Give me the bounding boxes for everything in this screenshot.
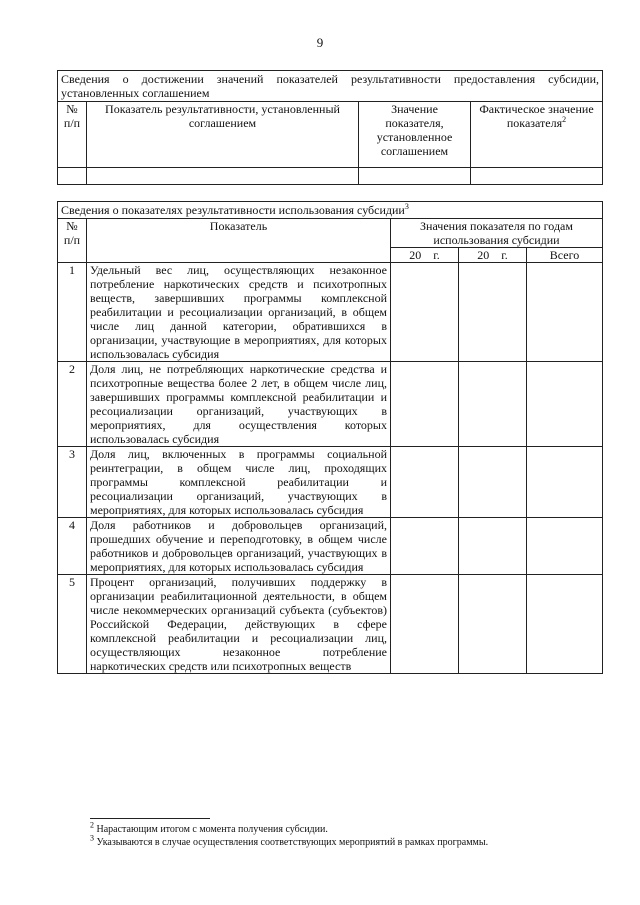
row-value xyxy=(391,447,459,518)
header-agreed-value: Значение показателя, установленное соглашением xyxy=(359,102,471,168)
page-number: 9 xyxy=(316,35,324,50)
achievement-table-caption: Сведения о достижении значений показателей результативности предоставления субсидии, установленных соглашением xyxy=(58,71,603,102)
row-number: 5 xyxy=(58,575,87,674)
row-value xyxy=(527,263,603,362)
footnote-ref-2: 2 xyxy=(562,115,567,124)
performance-table xyxy=(57,201,603,674)
row-number: 1 xyxy=(58,263,87,362)
header-total: Всего xyxy=(527,248,603,263)
table-row xyxy=(58,362,603,447)
footnote-ref-3: 3 xyxy=(404,202,409,211)
header-year-1: 20 г. xyxy=(391,248,459,263)
empty-cell xyxy=(471,168,603,185)
table-row xyxy=(58,447,603,518)
row-indicator: Доля лиц, не потребляющих наркотические средства и психотропные вещества более 2 лет, в общем числе лиц, завершивших программы комплексной реабилитации и ресоциализации организаций, участвующих в мероприятиях, для осуществления которых использовалась субсидия xyxy=(87,362,391,447)
header-number: № п/п xyxy=(58,219,87,263)
performance-table-caption: Сведения о показателях результативности использования субсидии$^3$ xyxy=(58,202,603,219)
row-number: 4 xyxy=(58,518,87,575)
header-actual-value: Фактическое значение показателя$^2$ xyxy=(471,102,603,168)
row-number: 2 xyxy=(58,362,87,447)
row-value xyxy=(391,362,459,447)
row-value xyxy=(391,575,459,674)
row-number: 3 xyxy=(58,447,87,518)
row-value xyxy=(459,575,527,674)
row-value xyxy=(459,263,527,362)
header-indicator: Показатель xyxy=(87,219,391,263)
row-value xyxy=(459,362,527,447)
row-value xyxy=(527,575,603,674)
header-number: № п/п xyxy=(58,102,87,168)
table-row xyxy=(58,575,603,674)
header-values-by-year: Значения показателя по годам использования субсидии xyxy=(391,219,603,248)
footnote-3: $^3$ Указываются в случае осуществления соответствующих мероприятий в рамках программы. xyxy=(90,833,489,848)
row-value xyxy=(527,447,603,518)
row-value xyxy=(391,518,459,575)
row-value xyxy=(459,518,527,575)
row-value xyxy=(527,362,603,447)
row-value xyxy=(391,263,459,362)
header-indicator: Показатель результативности, установленный соглашением xyxy=(87,102,359,168)
row-indicator: Процент организаций, получивших поддержку в организации реабилитационной деятельности, в общем числе некоммерческих организаций субъекта (субъектов) Российской Федерации, действующих в сфере комплексной реабилитации и ресоциализации лиц, осуществляющих незаконное потребление наркотических средств или психотропных веществ xyxy=(87,575,391,674)
row-indicator: Доля работников и добровольцев организаций, прошедших обучение и переподготовку, в общем числе работников и добровольцев организаций, участвующих в мероприятиях, для которых использовалась субсидия xyxy=(87,518,391,575)
empty-cell xyxy=(359,168,471,185)
row-indicator: Удельный вес лиц, осуществляющих незаконное потребление наркотических средств и психотропных веществ, завершивших программы комплексной реабилитации и ресоциализации организаций, в общем числе лиц данной категории, обратившихся в организации, участвующие в мероприятиях, для которых использовалась субсидия xyxy=(87,263,391,362)
table-row xyxy=(58,518,603,575)
empty-cell xyxy=(87,168,359,185)
empty-cell xyxy=(58,168,87,185)
footnote-2: $^2$ Нарастающим итогом с момента получения субсидии. xyxy=(90,820,328,835)
row-indicator: Доля лиц, включенных в программы социальной реинтеграции, в общем числе лиц, проходящих программы комплексной реабилитации и ресоциализации организаций, участвующих в мероприятиях, для которых использовалась субсидия xyxy=(87,447,391,518)
achievement-table xyxy=(57,70,603,185)
row-value xyxy=(527,518,603,575)
row-value xyxy=(459,447,527,518)
table-row xyxy=(58,263,603,362)
header-year-2: 20 г. xyxy=(459,248,527,263)
footnote-divider xyxy=(90,818,210,819)
